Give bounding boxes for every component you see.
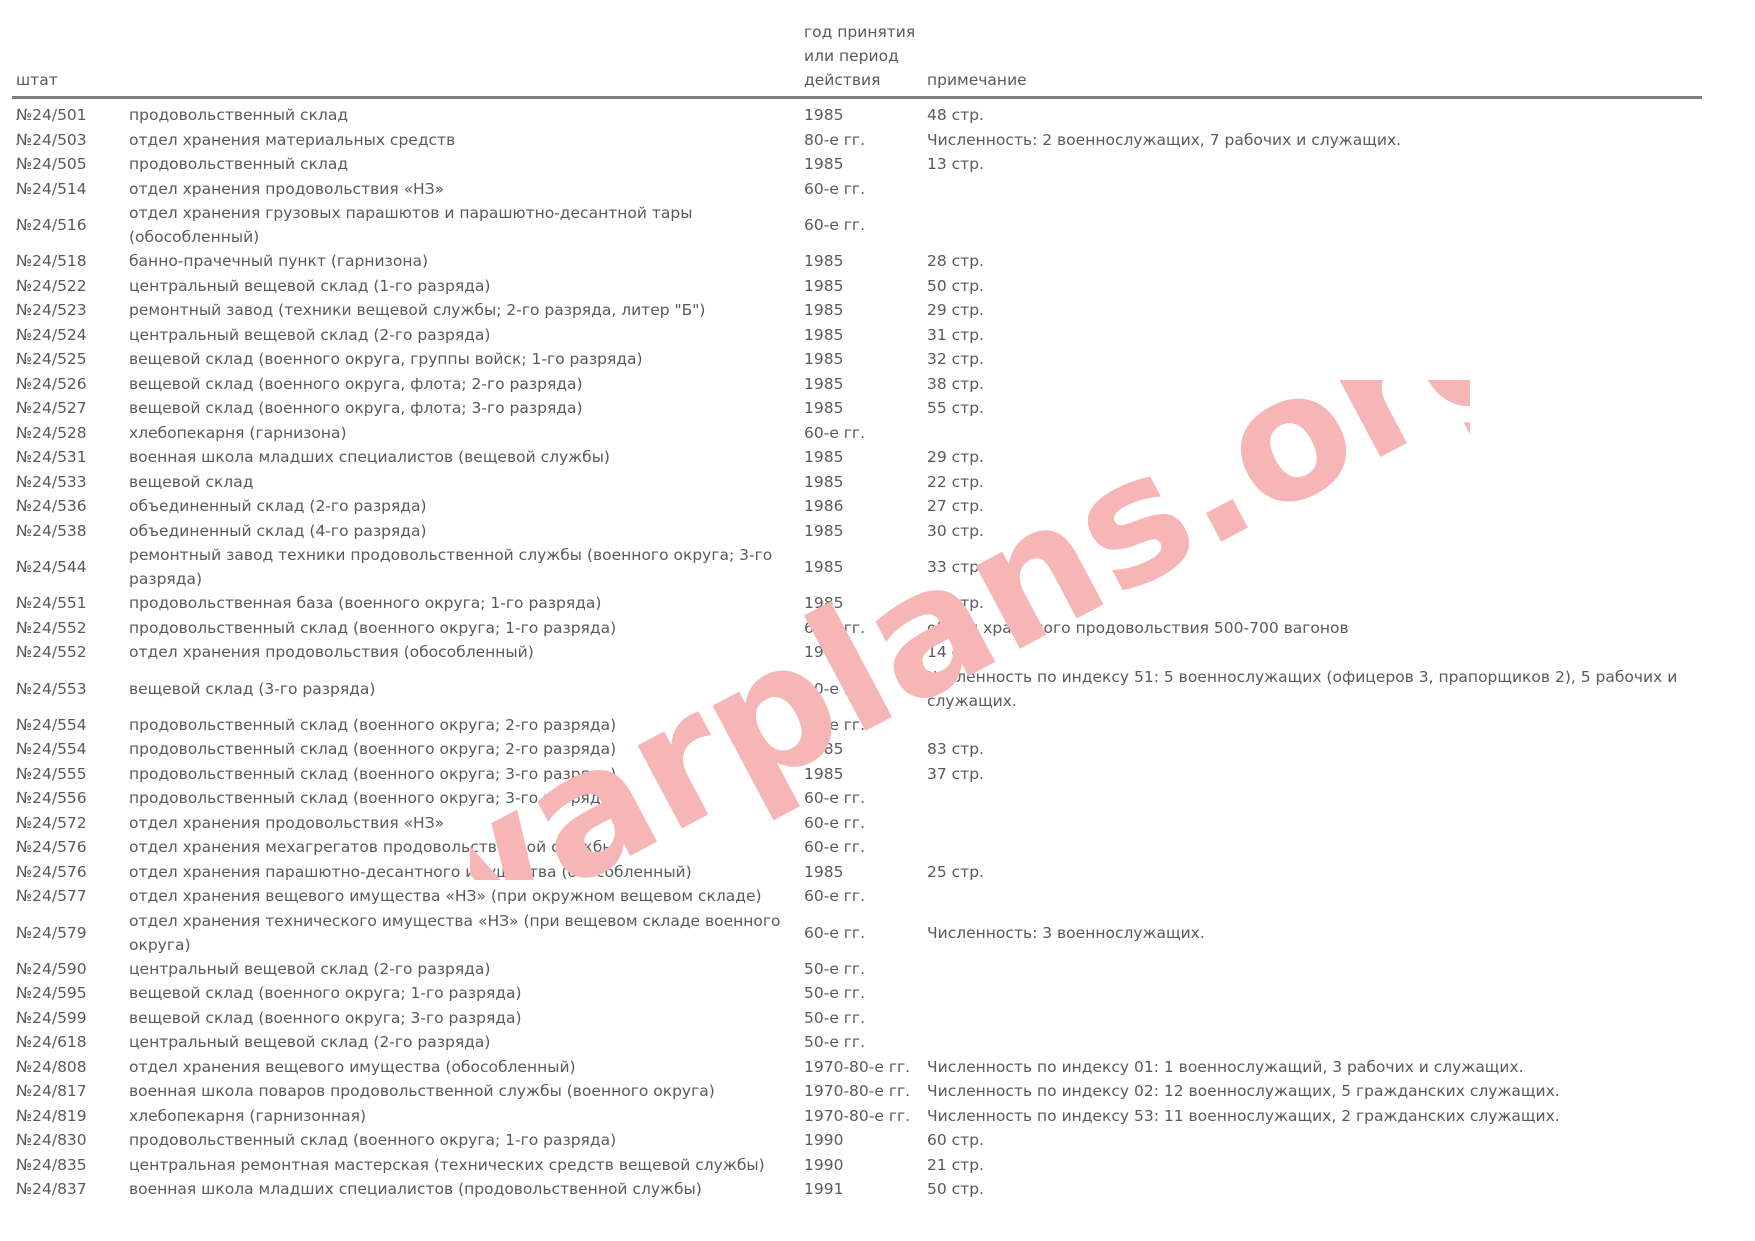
table-row (12, 957, 1702, 982)
cell-year: 1985 (804, 325, 844, 344)
cell-year: 60-е гг. (804, 813, 865, 832)
cell-staff-code: №24/554 (16, 740, 87, 759)
cell-year: 1985 (804, 276, 844, 295)
cell-staff-code: №24/505 (16, 155, 87, 174)
cell-year: 1985 (804, 106, 844, 125)
cell-staff-code: №24/503 (16, 130, 87, 149)
cell-staff-code: №24/555 (16, 764, 87, 783)
cell-note: 25 стр. (927, 862, 984, 881)
cell-name: отдел хранения парашютно-десантного имущества (обособленный) (129, 862, 692, 881)
table-row (12, 128, 1702, 153)
cell-note (923, 1030, 1702, 1055)
table-row (12, 494, 1702, 519)
cell-year: 1985 (804, 862, 844, 881)
cell-note (923, 811, 1702, 836)
cell-year: 1985 (804, 740, 844, 759)
table-row (12, 274, 1702, 299)
cell-staff-code: №24/835 (16, 1155, 87, 1174)
cell-note: объем хранимого продовольствия 500-700 вагонов (927, 618, 1349, 637)
cell-note (923, 957, 1702, 982)
table-row (12, 1104, 1702, 1129)
cell-note: Численность по индексу 02: 12 военнослужащих, 5 гражданских служащих. (927, 1082, 1560, 1101)
table-row (12, 1030, 1702, 1055)
cell-name: продовольственный склад (129, 155, 349, 174)
cell-name: ремонтный завод (техники вещевой службы; 2-го разряда, литер "Б") (129, 301, 706, 320)
cell-note: 27 стр. (927, 497, 984, 516)
cell-name: продовольственная база (военного округа; 1-го разряда) (129, 594, 602, 613)
cell-name: отдел хранения мехагрегатов продовольственной службы (129, 838, 615, 857)
cell-name: продовольственный склад (военного округа; 2-го разряда) (129, 740, 617, 759)
cell-name: центральный вещевой склад (2-го разряда) (129, 959, 491, 978)
cell-name: центральная ремонтная мастерская (технических средств вещевой службы) (129, 1155, 765, 1174)
cell-name: военная школа поваров продовольственной службы (военного округа) (129, 1082, 715, 1101)
cell-staff-code: №24/516 (16, 216, 87, 234)
cell-note: 38 стр. (927, 374, 984, 393)
table-row (12, 470, 1702, 495)
header-year: год принятия или период действия (800, 20, 923, 98)
cell-name: объединенный склад (2-го разряда) (129, 497, 427, 516)
table-row (12, 1006, 1702, 1031)
cell-note: 50 стр. (927, 1180, 984, 1199)
cell-staff-code: №24/599 (16, 1008, 87, 1027)
cell-name: продовольственный склад (военного округа; 3-го разряда) (129, 789, 617, 808)
cell-year: 1985 (804, 374, 844, 393)
cell-year: 60-е гг. (804, 887, 865, 906)
table-row (12, 1055, 1702, 1080)
table-row (12, 835, 1702, 860)
cell-year: 1985 (804, 301, 844, 320)
table-row (12, 762, 1702, 787)
cell-note: 32 стр. (927, 350, 984, 369)
table-row (12, 445, 1702, 470)
cell-staff-code: №24/819 (16, 1106, 87, 1125)
cell-staff-code: №24/538 (16, 521, 87, 540)
table-row (12, 1079, 1702, 1104)
cell-staff-code: №24/514 (16, 179, 87, 198)
cell-note: 33 стр. (927, 558, 984, 576)
cell-staff-code: №24/526 (16, 374, 87, 393)
cell-year: 1991 (804, 1180, 844, 1199)
cell-note (923, 835, 1702, 860)
table-row (12, 884, 1702, 909)
cell-staff-code: №24/523 (16, 301, 87, 320)
table-row (12, 665, 1702, 713)
table-row (12, 786, 1702, 811)
cell-name: центральный вещевой склад (1-го разряда) (129, 276, 491, 295)
cell-year: 50-е гг. (804, 1033, 865, 1052)
cell-staff-code: №24/572 (16, 813, 87, 832)
cell-note: 29 стр. (927, 448, 984, 467)
cell-staff-code: №24/527 (16, 399, 87, 418)
cell-year: 1990 (804, 1131, 844, 1150)
cell-note (923, 421, 1702, 446)
table-row (12, 372, 1702, 397)
cell-note: 29 стр. (927, 301, 984, 320)
cell-name: вещевой склад (военного округа; 3-го разряда) (129, 1008, 522, 1027)
table-row (12, 1128, 1702, 1153)
cell-staff-code: №24/552 (16, 643, 87, 662)
cell-name: отдел хранения материальных средств (129, 130, 456, 149)
cell-staff-code: №24/808 (16, 1057, 87, 1076)
cell-year: 1985 (804, 252, 844, 271)
cell-year: 1985 (804, 643, 844, 662)
cell-note: 14 стр. (927, 643, 984, 662)
table-row (12, 981, 1702, 1006)
cell-name: отдел хранения продовольствия (обособленный) (129, 643, 534, 662)
cell-note: Численность: 3 военнослужащих. (927, 923, 1205, 942)
cell-year: 80-е гг. (804, 679, 865, 698)
table-row (12, 177, 1702, 202)
cell-name: вещевой склад (военного округа, флота; 3-го разряда) (129, 399, 583, 418)
cell-note (923, 884, 1702, 909)
cell-staff-code: №24/618 (16, 1033, 87, 1052)
cell-year: 50-е гг. (804, 984, 865, 1003)
cell-staff-code: №24/554 (16, 715, 87, 734)
table-row (12, 347, 1702, 372)
cell-note (923, 713, 1702, 738)
table-row (12, 640, 1702, 665)
cell-year: 1985 (804, 448, 844, 467)
cell-name: отдел хранения продовольствия «НЗ» (129, 813, 445, 832)
cell-note (923, 1006, 1702, 1031)
table-row (12, 616, 1702, 641)
cell-note: 13 стр. (927, 155, 984, 174)
cell-year: 60-е гг. (804, 179, 865, 198)
table-row (12, 421, 1702, 446)
cell-year: 1985 (804, 350, 844, 369)
cell-year: 60-е гг. (804, 216, 865, 234)
cell-staff-code: №24/536 (16, 497, 87, 516)
cell-note: 22 стр. (927, 472, 984, 491)
table-row (12, 909, 1702, 957)
cell-note: 48 стр. (927, 106, 984, 125)
cell-year: 60-е гг. (804, 618, 865, 637)
cell-staff-code: №24/501 (16, 106, 87, 125)
cell-staff-code: №24/579 (16, 923, 87, 942)
cell-year: 60-е гг. (804, 838, 865, 857)
cell-staff-code: №24/552 (16, 618, 87, 637)
cell-name: военная школа младших специалистов (вещевой службы) (129, 448, 610, 467)
cell-staff-code: №24/817 (16, 1082, 87, 1101)
cell-year: 1986 (804, 497, 844, 516)
table-row (12, 860, 1702, 885)
cell-note: Численность: 2 военнослужащих, 7 рабочих и служащих. (927, 130, 1402, 149)
table-row (12, 811, 1702, 836)
cell-year: 1985 (804, 399, 844, 418)
cell-year: 60-е гг. (804, 715, 865, 734)
cell-name: вещевой склад (военного округа; 1-го разряда) (129, 984, 522, 1003)
cell-staff-code: №24/576 (16, 838, 87, 857)
cell-year: 1985 (804, 558, 844, 576)
cell-name: вещевой склад (военного округа, группы войск; 1-го разряда) (129, 350, 643, 369)
cell-name: вещевой склад (3-го разряда) (129, 679, 376, 698)
cell-staff-code: №24/522 (16, 276, 87, 295)
cell-note: Численность по индексу 53: 11 военнослужащих, 2 гражданских служащих. (927, 1106, 1560, 1125)
watermark-text: warplans.org (470, 380, 1470, 880)
cell-note: Численность по индексу 01: 1 военнослужащий, 3 рабочих и служащих. (927, 1057, 1524, 1076)
cell-year: 1970-80-е гг. (804, 1082, 911, 1101)
header-note: примечание (923, 20, 1702, 98)
cell-name: отдел хранения технического имущества «НЗ» (при вещевом складе военного округа) (129, 911, 781, 954)
table-row (12, 519, 1702, 544)
cell-name: хлебопекарня (гарнизона) (129, 423, 347, 442)
cell-note (923, 201, 1702, 249)
cell-name: центральный вещевой склад (2-го разряда) (129, 1033, 491, 1052)
table-row (12, 152, 1702, 177)
cell-name: банно-прачечный пункт (гарнизона) (129, 252, 428, 271)
cell-note: 60 стр. (927, 1131, 984, 1150)
cell-staff-code: №24/528 (16, 423, 87, 442)
cell-name: отдел хранения грузовых парашютов и парашютно-десантной тары (обособленный) (129, 204, 693, 246)
cell-note (923, 177, 1702, 202)
cell-name: отдел хранения продовольствия «НЗ» (129, 179, 445, 198)
cell-year: 50-е гг. (804, 959, 865, 978)
cell-year: 1985 (804, 521, 844, 540)
cell-year: 1985 (804, 594, 844, 613)
staff-table (12, 20, 1702, 1202)
cell-note: 31 стр. (927, 325, 984, 344)
cell-staff-code: №24/531 (16, 448, 87, 467)
cell-name: военная школа младших специалистов (продовольственной службы) (129, 1180, 702, 1199)
cell-name: продовольственный склад (военного округа; 2-го разряда) (129, 715, 617, 734)
table-row (12, 1177, 1702, 1202)
table-row (12, 396, 1702, 421)
cell-note: 55 стр. (927, 399, 984, 418)
header-name (125, 20, 800, 98)
cell-staff-code: №24/830 (16, 1131, 87, 1150)
cell-staff-code: №24/518 (16, 252, 87, 271)
cell-note: Численность по индексу 51: 5 военнослужащих (офицеров 3, прапорщиков 2), 5 рабочих и служащих. (927, 667, 1678, 710)
cell-name: продовольственный склад (военного округа; 3-го разряда) (129, 764, 617, 783)
cell-name: продовольственный склад (129, 106, 349, 125)
table-row (12, 323, 1702, 348)
table-row (12, 98, 1702, 128)
table-row (12, 543, 1702, 591)
table-row (12, 201, 1702, 249)
cell-staff-code: №24/533 (16, 472, 87, 491)
cell-staff-code: №24/556 (16, 789, 87, 808)
cell-year: 1990 (804, 1155, 844, 1174)
header-staff-code: штат (12, 20, 125, 98)
table-row (12, 1153, 1702, 1178)
cell-staff-code: №24/576 (16, 862, 87, 881)
table-row (12, 298, 1702, 323)
cell-staff-code: №24/544 (16, 558, 87, 576)
cell-name: отдел хранения вещевого имущества «НЗ» (при окружном вещевом складе) (129, 887, 762, 906)
cell-staff-code: №24/595 (16, 984, 87, 1003)
cell-year: 1985 (804, 472, 844, 491)
cell-staff-code: №24/553 (16, 679, 87, 698)
cell-year: 60-е гг. (804, 923, 865, 942)
cell-name: вещевой склад (военного округа, флота; 2-го разряда) (129, 374, 583, 393)
cell-name: продовольственный склад (военного округа; 1-го разряда) (129, 618, 617, 637)
cell-note (923, 786, 1702, 811)
cell-year: 60-е гг. (804, 789, 865, 808)
cell-name: продовольственный склад (военного округа; 1-го разряда) (129, 1131, 617, 1150)
cell-note: 60 стр. (927, 594, 984, 613)
cell-year: 1970-80-е гг. (804, 1057, 911, 1076)
table-row (12, 249, 1702, 274)
cell-year: 1970-80-е гг. (804, 1106, 911, 1125)
cell-name: центральный вещевой склад (2-го разряда) (129, 325, 491, 344)
cell-year: 60-е гг. (804, 423, 865, 442)
cell-year: 1985 (804, 155, 844, 174)
cell-name: хлебопекарня (гарнизонная) (129, 1106, 367, 1125)
cell-note: 21 стр. (927, 1155, 984, 1174)
cell-staff-code: №24/524 (16, 325, 87, 344)
cell-note: 50 стр. (927, 276, 984, 295)
cell-staff-code: №24/590 (16, 959, 87, 978)
cell-staff-code: №24/837 (16, 1180, 87, 1199)
cell-year: 1985 (804, 764, 844, 783)
table-row (12, 591, 1702, 616)
cell-year: 80-е гг. (804, 130, 865, 149)
table-row (12, 737, 1702, 762)
cell-name: вещевой склад (129, 472, 254, 491)
cell-name: отдел хранения вещевого имущества (обособленный) (129, 1057, 576, 1076)
cell-year: 50-е гг. (804, 1008, 865, 1027)
cell-name: объединенный склад (4-го разряда) (129, 521, 427, 540)
table-body (12, 98, 1702, 1202)
cell-note: 83 стр. (927, 740, 984, 759)
cell-staff-code: №24/577 (16, 887, 87, 906)
cell-staff-code: №24/551 (16, 594, 87, 613)
cell-note (923, 981, 1702, 1006)
cell-staff-code: №24/525 (16, 350, 87, 369)
cell-note: 37 стр. (927, 764, 984, 783)
cell-note: 28 стр. (927, 252, 984, 271)
table-header-row (12, 20, 1702, 98)
cell-note: 30 стр. (927, 521, 984, 540)
cell-name: ремонтный завод техники продовольственной службы (военного округа; 3-го разряда) (129, 546, 773, 588)
table-row (12, 713, 1702, 738)
